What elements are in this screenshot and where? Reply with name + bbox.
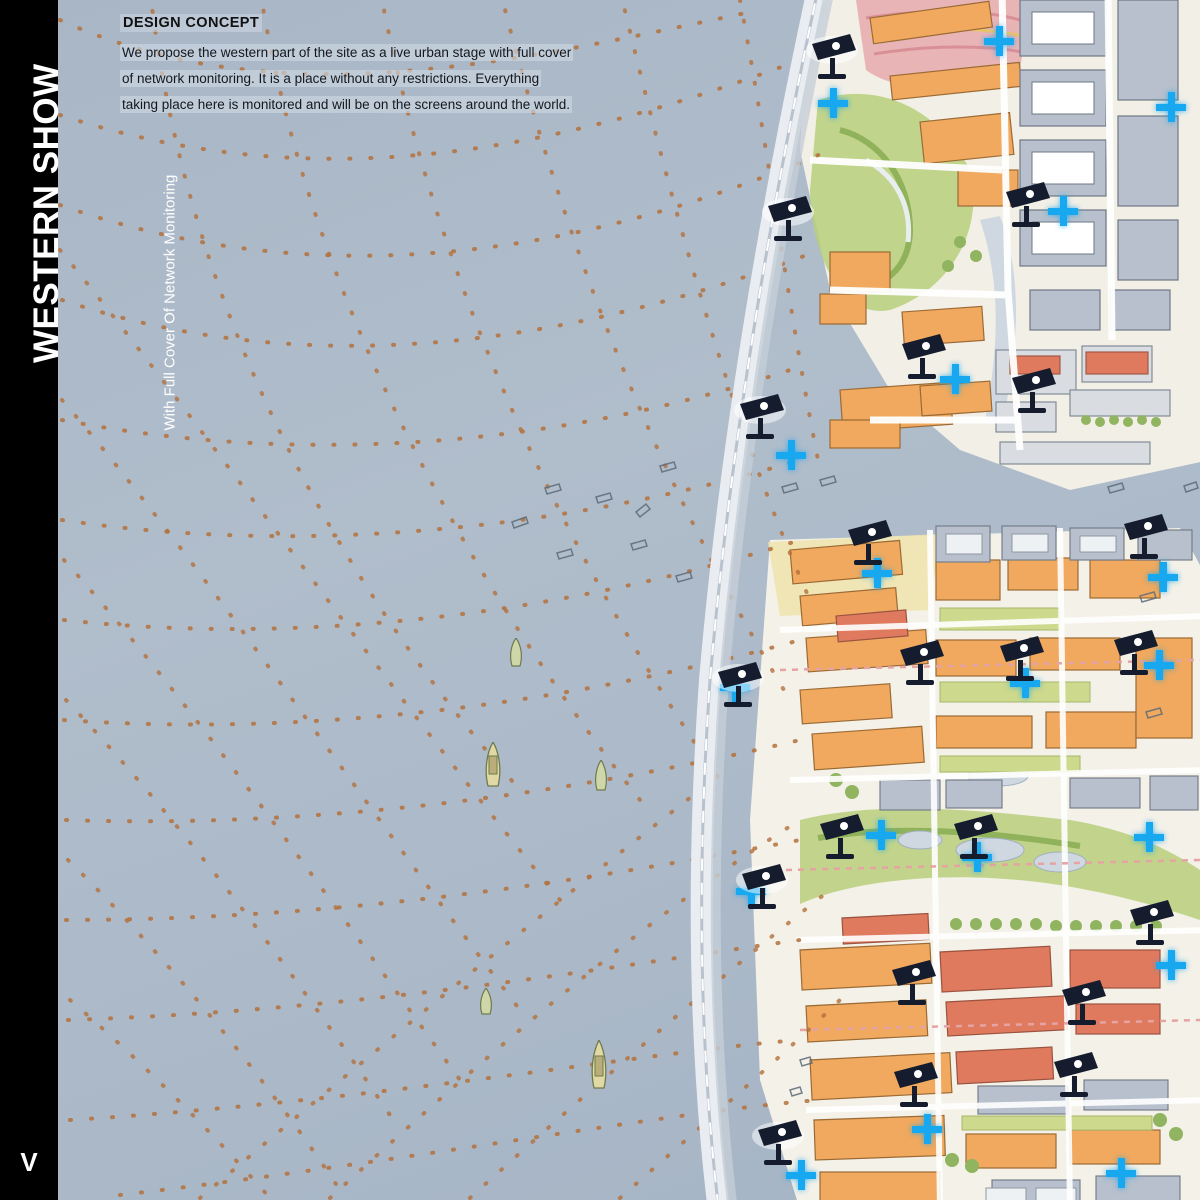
concept-body [120,40,630,118]
blue-cross-marker-icon[interactable] [1106,1158,1136,1188]
cctv-camera-icon[interactable] [762,190,824,242]
cctv-camera-icon[interactable] [1000,176,1062,228]
cctv-camera-icon[interactable] [1108,624,1170,676]
blue-cross-marker-icon[interactable] [1156,950,1186,980]
blue-cross-marker-icon[interactable] [1156,92,1186,122]
cctv-camera-icon[interactable] [886,954,948,1006]
concept-line-2: of network monitoring. It is a place without any restrictions. Everything [122,71,540,86]
concept-line-3: taking place here is monitored and will be on the screens around the world. [122,97,571,112]
cctv-camera-icon[interactable] [994,630,1056,682]
cctv-camera-icon[interactable] [736,858,798,910]
cctv-camera-icon[interactable] [894,634,956,686]
boat-icon [590,760,612,792]
cctv-camera-icon[interactable] [948,808,1010,860]
blue-cross-marker-icon[interactable] [1148,562,1178,592]
cctv-camera-icon[interactable] [1006,362,1068,414]
board-subtitle: With Full Cover Of Network Monitoring [161,174,179,431]
boat-icon [586,1040,612,1090]
boat-icon [476,988,496,1016]
cctv-camera-icon[interactable] [752,1114,814,1166]
title-sidebar [0,0,179,1200]
cctv-camera-icon[interactable] [1118,508,1180,560]
blue-cross-marker-icon[interactable] [912,1114,942,1144]
page-number: V [20,1147,38,1177]
cctv-camera-icon[interactable] [842,514,904,566]
cctv-camera-icon[interactable] [806,28,868,80]
design-concept-block [120,14,630,118]
blue-cross-marker-icon[interactable] [776,440,806,470]
blue-cross-marker-icon[interactable] [984,26,1014,56]
boat-icon [480,742,506,788]
boat-icon [505,638,527,668]
cctv-camera-icon[interactable] [1056,974,1118,1026]
cctv-camera-icon[interactable] [814,808,876,860]
cctv-camera-icon[interactable] [734,388,796,440]
cctv-camera-icon[interactable] [712,656,774,708]
cctv-camera-icon[interactable] [888,1056,950,1108]
concept-line-1: We propose the western part of the site as a live urban stage with full cover [122,45,572,60]
blue-cross-marker-icon[interactable] [1134,822,1164,852]
blue-cross-marker-icon[interactable] [818,88,848,118]
cctv-camera-icon[interactable] [896,328,958,380]
cctv-camera-icon[interactable] [1048,1046,1110,1098]
concept-heading: DESIGN CONCEPT [120,14,262,32]
board-title: WESTERN SHOW [27,63,66,363]
cctv-camera-icon[interactable] [1124,894,1186,946]
